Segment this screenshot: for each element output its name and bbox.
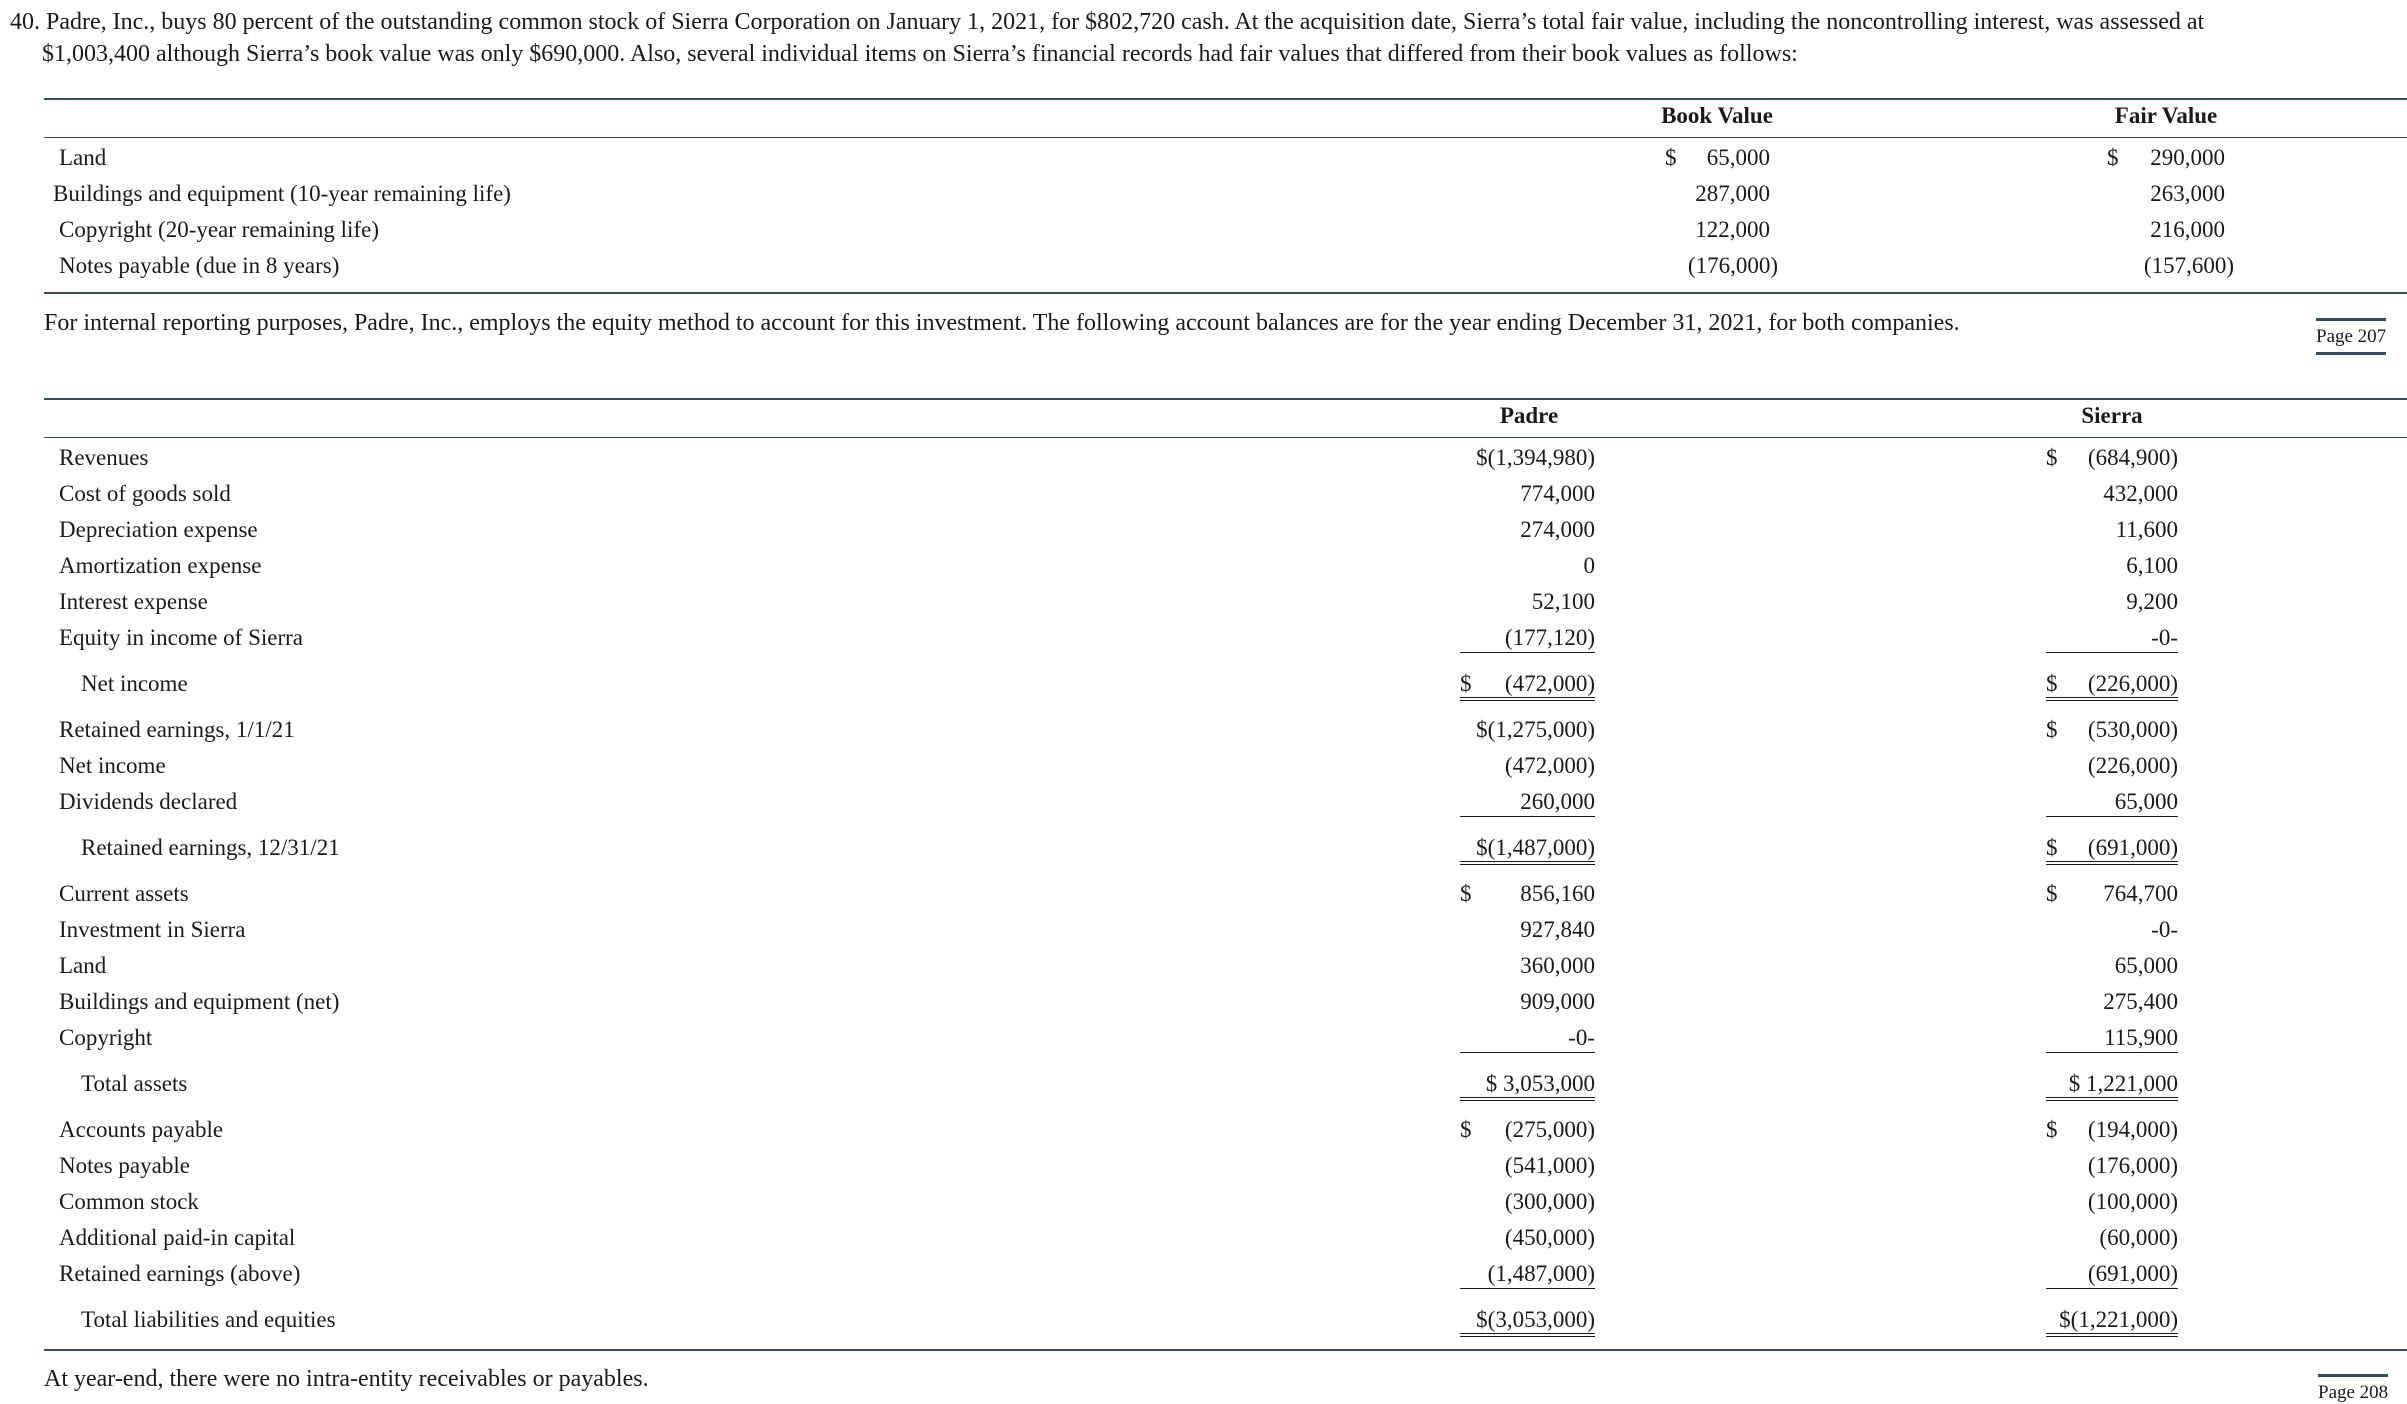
table1-header-fair-value: Fair Value [2114, 103, 2218, 128]
table2-label: Notes payable [59, 1153, 190, 1178]
sierra-value: 65,000 [2114, 789, 2178, 814]
table2-padre-cell [1460, 1256, 1595, 1289]
table2-sierra-cell [2046, 1148, 2178, 1184]
padre-value: (472,000) [1504, 671, 1595, 696]
table2-padre-cell [1460, 1302, 1595, 1337]
sierra-value: (691,000) [2087, 835, 2178, 860]
table2-label: Depreciation expense [59, 517, 258, 542]
table2-padre-cell [1460, 1184, 1595, 1220]
table2-bottom-rule [44, 1349, 2407, 1351]
padre-value: 856,160 [1520, 881, 1595, 906]
table2-label: Total assets [81, 1071, 188, 1096]
table2-row [0, 948, 2407, 984]
fair-value: 216,000 [2150, 217, 2225, 242]
sierra-value: (226,000) [2087, 753, 2178, 778]
page-marker-label: Page 208 [2318, 1382, 2389, 1403]
table1-row [0, 248, 2407, 284]
padre-value: 774,000 [1520, 481, 1595, 506]
padre-value: 0 [1583, 553, 1595, 578]
table2-label: Retained earnings (above) [59, 1261, 301, 1286]
table2-label: Accounts payable [59, 1117, 224, 1142]
table1-bottom-rule [44, 292, 2407, 294]
table2-sierra-cell [2046, 476, 2178, 512]
book-value: 65,000 [1706, 145, 1770, 170]
table2-sierra-cell [2046, 784, 2178, 817]
table1-fair-cell [2107, 248, 2234, 284]
table2-label: Retained earnings, 12/31/21 [81, 835, 340, 860]
dollar-sign: $ [1460, 881, 1472, 906]
padre-value: (472,000) [1504, 753, 1595, 778]
sierra-value: $(1,221,000) [2059, 1307, 2178, 1332]
table1-label: Copyright (20-year remaining life) [59, 217, 379, 242]
padre-value: (450,000) [1504, 1225, 1595, 1250]
table1-label: Land [59, 145, 107, 170]
padre-value: $(1,394,980) [1476, 445, 1595, 470]
table2-label: Net income [59, 753, 166, 778]
sierra-value: (100,000) [2087, 1189, 2178, 1214]
sierra-value: 764,700 [2103, 881, 2178, 906]
table2-padre-cell [1460, 1020, 1595, 1053]
fair-value: (157,600) [2143, 253, 2234, 278]
padre-value: (1,487,000) [1487, 1261, 1595, 1286]
table2-label: Cost of goods sold [59, 481, 231, 506]
table2-sierra-cell [2046, 1020, 2178, 1053]
table1-fair-cell [2107, 176, 2225, 212]
dollar-sign: $ [2046, 671, 2058, 696]
table2-padre-cell [1460, 748, 1595, 784]
table2-padre-cell [1460, 620, 1595, 653]
table2-row [0, 912, 2407, 948]
table2-label: Retained earnings, 1/1/21 [59, 717, 295, 742]
padre-value: 360,000 [1520, 953, 1595, 978]
table2-row [0, 548, 2407, 584]
table2-row [0, 1220, 2407, 1256]
table2-padre-cell [1460, 476, 1595, 512]
sierra-value: -0- [2151, 625, 2178, 650]
table2-padre-cell [1460, 912, 1595, 948]
table2-sierra-cell [2046, 584, 2178, 620]
table2-padre-cell [1460, 1066, 1595, 1101]
problem-statement [10, 6, 2340, 70]
dollar-sign: $ [2046, 881, 2058, 906]
table2-sierra-cell [2046, 1220, 2178, 1256]
table2-row [0, 748, 2407, 784]
table2-sierra-cell [2046, 712, 2178, 748]
table2-padre-cell [1460, 1220, 1595, 1256]
table2-label: Additional paid-in capital [59, 1225, 296, 1250]
table1-book-cell [1665, 248, 1778, 284]
table2-label: Current assets [59, 881, 189, 906]
table2-label: Net income [81, 671, 188, 696]
table2-sierra-cell [2046, 512, 2178, 548]
sierra-value: (691,000) [2087, 1261, 2178, 1286]
table2-row [0, 876, 2407, 912]
dollar-sign: $ [2107, 145, 2119, 170]
page-marker-bar [2318, 1374, 2388, 1377]
table2-label: Common stock [59, 1189, 199, 1214]
table2-padre-cell [1460, 712, 1595, 748]
table1-header-rule [44, 137, 2407, 138]
sierra-value: (60,000) [2099, 1225, 2178, 1250]
table2-sierra-cell [2046, 1112, 2178, 1148]
page-marker-207 [2316, 326, 2386, 348]
padre-value: $ 3,053,000 [1485, 1071, 1595, 1096]
sierra-value: 65,000 [2114, 953, 2178, 978]
table2-row [0, 830, 2407, 866]
table2-header-rule [44, 437, 2407, 438]
sierra-value: (684,900) [2087, 445, 2178, 470]
dollar-sign: $ [2046, 717, 2058, 742]
padre-value: 927,840 [1520, 917, 1595, 942]
table2-row [0, 1256, 2407, 1292]
sierra-value: (194,000) [2087, 1117, 2178, 1142]
problem-line-2: $1,003,400 although Sierra’s book value was only $690,000. Also, several individual items on Sierra’s financial records had fair values that differed from their book values as follows: [42, 41, 1798, 67]
sierra-value: 115,900 [2104, 1025, 2178, 1050]
table2-label: Copyright [59, 1025, 153, 1050]
table2-sierra-cell [2046, 666, 2178, 701]
table1-fair-cell [2107, 212, 2225, 248]
table2-row [0, 1066, 2407, 1102]
book-value: (176,000) [1687, 253, 1778, 278]
table2-sierra-cell [2046, 620, 2178, 653]
table2-row [0, 440, 2407, 476]
table2-label: Investment in Sierra [59, 917, 246, 942]
sierra-value: (176,000) [2087, 1153, 2178, 1178]
table2-label: Buildings and equipment (net) [59, 989, 340, 1014]
table1-row [0, 140, 2407, 176]
table2-label: Amortization expense [59, 553, 262, 578]
sierra-value: (226,000) [2087, 671, 2178, 696]
table2-padre-cell [1460, 440, 1595, 476]
equity-method-paragraph: For internal reporting purposes, Padre, Inc., employs the equity method to account for this investment. The following account balances are for the year ending December 31, 2021, for both companies. [44, 310, 1960, 336]
table2-sierra-cell [2046, 1302, 2178, 1337]
padre-value: -0- [1568, 1025, 1595, 1050]
table2-row [0, 620, 2407, 656]
table2-label: Interest expense [59, 589, 208, 614]
table2-padre-cell [1460, 548, 1595, 584]
table2-row [0, 1302, 2407, 1338]
table2-sierra-cell [2046, 1066, 2178, 1101]
table2-header-sierra: Sierra [2081, 403, 2143, 428]
padre-value: 260,000 [1520, 789, 1595, 814]
padre-value: (177,120) [1504, 625, 1595, 650]
dollar-sign: $ [2046, 835, 2058, 860]
table1-label: Buildings and equipment (10-year remaining life) [53, 181, 511, 206]
sierra-value: 9,200 [2126, 589, 2178, 614]
table2-label: Total liabilities and equities [81, 1307, 336, 1332]
table2-row [0, 1020, 2407, 1056]
table2-sierra-cell [2046, 912, 2178, 948]
padre-value: 52,100 [1531, 589, 1595, 614]
table2-sierra-cell [2046, 876, 2178, 912]
sierra-value: -0- [2151, 917, 2178, 942]
table2-top-rule [44, 398, 2407, 400]
dollar-sign: $ [1665, 145, 1677, 170]
page-marker-label: Page 207 [2316, 326, 2387, 347]
table1-row [0, 212, 2407, 248]
table2-sierra-cell [2046, 948, 2178, 984]
problem-line-1: 40. Padre, Inc., buys 80 percent of the outstanding common stock of Sierra Corporation on January 1, 2021, for $802,720 cash. At the acquisition date, Sierra’s total fair value, including the noncontrolling interest, was assessed at [10, 9, 2205, 35]
table2-row [0, 784, 2407, 820]
table2-sierra-cell [2046, 984, 2178, 1020]
padre-value: (275,000) [1504, 1117, 1595, 1142]
padre-value: 909,000 [1520, 989, 1595, 1014]
table1-book-cell [1665, 140, 1770, 176]
sierra-value: (530,000) [2087, 717, 2178, 742]
padre-value: (300,000) [1504, 1189, 1595, 1214]
table2-padre-cell [1460, 830, 1595, 865]
page-marker-bar [2316, 352, 2386, 355]
table2-sierra-cell [2046, 440, 2178, 476]
table2-label: Land [59, 953, 107, 978]
padre-value: $(3,053,000) [1476, 1307, 1595, 1332]
sierra-value: 11,600 [2115, 517, 2178, 542]
table2-row [0, 476, 2407, 512]
sierra-value: 432,000 [2103, 481, 2178, 506]
padre-value: (541,000) [1504, 1153, 1595, 1178]
table2-row [0, 584, 2407, 620]
sierra-value: $ 1,221,000 [2068, 1071, 2178, 1096]
padre-value: 274,000 [1520, 517, 1595, 542]
sierra-value: 275,400 [2103, 989, 2178, 1014]
book-value: 122,000 [1695, 217, 1770, 242]
table2-padre-cell [1460, 876, 1595, 912]
table2-label: Dividends declared [59, 789, 238, 814]
dollar-sign: $ [2046, 445, 2058, 470]
table1-fair-cell [2107, 140, 2225, 176]
table2-sierra-cell [2046, 1184, 2178, 1220]
table1-book-cell [1665, 176, 1770, 212]
table2-sierra-cell [2046, 748, 2178, 784]
dollar-sign: $ [1460, 1117, 1472, 1142]
table2-row [0, 984, 2407, 1020]
fair-value: 290,000 [2150, 145, 2225, 170]
table2-padre-cell [1460, 584, 1595, 620]
table2-padre-cell [1460, 666, 1595, 701]
table2-row [0, 1184, 2407, 1220]
table2-padre-cell [1460, 984, 1595, 1020]
dollar-sign: $ [1460, 671, 1472, 696]
table2-padre-cell [1460, 784, 1595, 817]
dollar-sign: $ [2046, 1117, 2058, 1142]
table1-row [0, 176, 2407, 212]
table2-row [0, 666, 2407, 702]
table2-sierra-cell [2046, 1256, 2178, 1289]
book-value: 287,000 [1695, 181, 1770, 206]
table1-top-rule [44, 98, 2407, 100]
padre-value: $(1,275,000) [1476, 717, 1595, 742]
footer-note: At year-end, there were no intra-entity receivables or payables. [44, 1366, 649, 1392]
table2-row [0, 1148, 2407, 1184]
sierra-value: 6,100 [2126, 553, 2178, 578]
table1-label: Notes payable (due in 8 years) [59, 253, 340, 278]
table2-padre-cell [1460, 512, 1595, 548]
fair-value: 263,000 [2150, 181, 2225, 206]
table2-label: Revenues [59, 445, 149, 470]
page-marker-bar [2316, 318, 2386, 321]
table2-padre-cell [1460, 948, 1595, 984]
table2-header-padre: Padre [1499, 403, 1559, 428]
page-marker-208 [2318, 1382, 2388, 1404]
table2-sierra-cell [2046, 548, 2178, 584]
table2-row [0, 512, 2407, 548]
table2-padre-cell [1460, 1112, 1595, 1148]
table1-header-book-value: Book Value [1661, 103, 1773, 128]
table2-padre-cell [1460, 1148, 1595, 1184]
table2-row [0, 712, 2407, 748]
padre-value: $(1,487,000) [1476, 835, 1595, 860]
table2-row [0, 1112, 2407, 1148]
table2-label: Equity in income of Sierra [59, 625, 303, 650]
table2-sierra-cell [2046, 830, 2178, 865]
table1-book-cell [1665, 212, 1770, 248]
